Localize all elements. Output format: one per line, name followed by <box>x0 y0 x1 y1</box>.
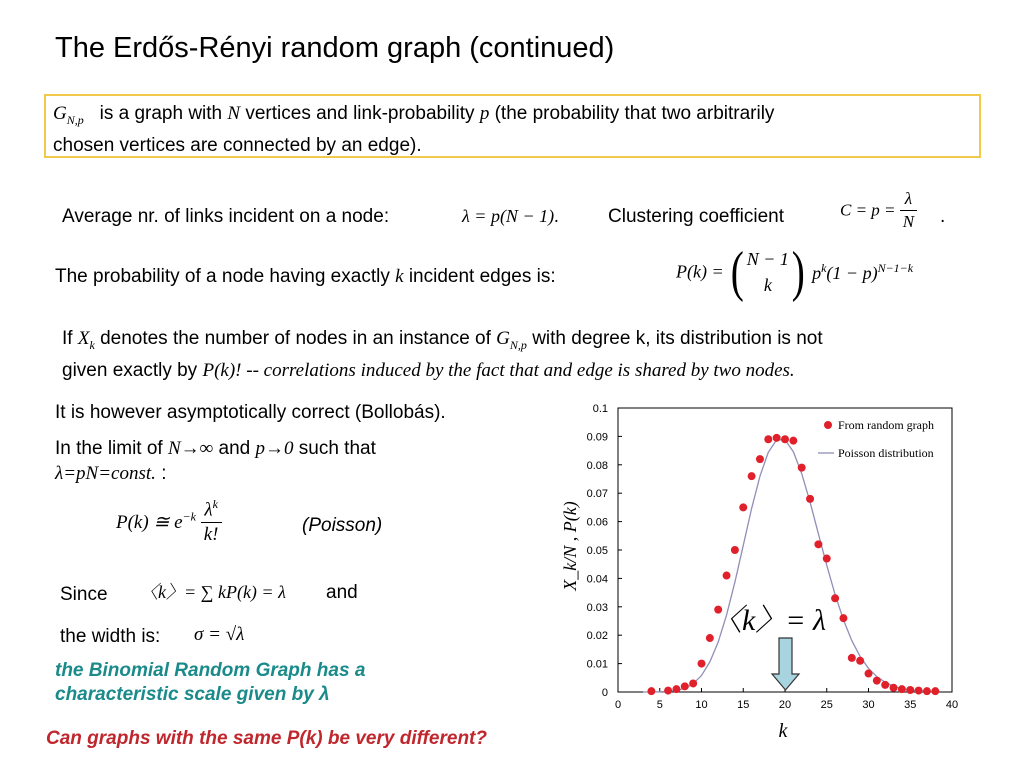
data-point <box>906 686 914 694</box>
x-tick-label: 20 <box>778 699 792 711</box>
clustering-formula: C = p = $\frac{\lambda}{N}$ <box>840 188 917 233</box>
poisson-formula: P(k) ≅ $e^{-k}$ $\frac{\lambda^k}{k!}$ <box>116 492 222 547</box>
x-tick-label: 5 <box>656 699 663 711</box>
y-tick-label: 0.06 <box>586 516 608 529</box>
probability-text: The probability of a node having exactly k incident edges is: <box>55 266 556 287</box>
y-tick-label: 0.04 <box>586 573 608 586</box>
data-point <box>698 660 706 668</box>
data-point <box>806 495 814 503</box>
degree-distribution-chart <box>540 398 1010 748</box>
legend-marker-random <box>824 421 832 429</box>
data-point <box>756 455 764 463</box>
data-point <box>856 657 864 665</box>
conclusion-text: the Binomial Random Graph has a characteristic scale given by λ <box>55 660 366 705</box>
limit-text: In the limit of N→∞ and p→0 such that λ=pN=const. : <box>55 438 376 484</box>
y-tick-label: 0.01 <box>586 658 608 671</box>
data-point <box>865 670 873 678</box>
x-tick-label: 10 <box>695 699 708 711</box>
data-point <box>798 464 806 472</box>
xk-paragraph: If $X_k$ denotes the number of nodes in an instance of $G_{N,p}$ with degree k, its distribution is not given exactly by P(k)! -- correlations induced by the fact that and edge is shared by two nodes. <box>62 328 823 381</box>
x-tick-label: 15 <box>737 699 750 711</box>
asymptotic-text: It is however asymptotically correct (Bollobás). <box>55 402 446 423</box>
data-point <box>731 546 739 554</box>
data-point <box>890 684 898 692</box>
data-point <box>748 472 756 480</box>
since-and: and <box>326 582 358 603</box>
data-point <box>923 687 931 695</box>
y-tick-label: 0 <box>601 687 608 699</box>
data-point <box>873 677 881 685</box>
data-point <box>739 503 747 511</box>
data-point <box>814 540 822 548</box>
y-tick-label: 0.07 <box>586 488 608 501</box>
since-label: Since <box>60 584 108 605</box>
graph-symbol: $G_{N,p}$ <box>53 103 84 127</box>
data-point <box>931 687 939 695</box>
avg-links-label: Average nr. of links incident on a node: <box>62 206 390 227</box>
x-tick-label: 25 <box>820 699 833 711</box>
y-tick-label: 0.08 <box>586 459 608 472</box>
page-title: The Erdős-Rényi random graph (continued) <box>55 32 615 64</box>
data-point <box>689 679 697 687</box>
data-point <box>839 614 847 622</box>
avg-links-formula: λ = p(N − 1). <box>462 206 559 226</box>
y-tick-label: 0.1 <box>592 403 608 415</box>
data-point <box>898 685 906 693</box>
data-point <box>881 681 889 689</box>
y-tick-label: 0.03 <box>586 601 608 614</box>
data-point <box>915 687 923 695</box>
question-text: Can graphs with the same P(k) be very different? <box>46 728 487 749</box>
poisson-label: (Poisson) <box>302 515 383 536</box>
data-point <box>823 555 831 563</box>
y-tick-label: 0.02 <box>586 630 608 643</box>
data-point <box>764 435 772 443</box>
data-point <box>773 434 781 442</box>
clustering-label: Clustering coefficient <box>608 206 785 227</box>
y-axis-label: X_k/N , P(k) <box>560 501 580 591</box>
legend-label-random: From random graph <box>838 418 934 432</box>
data-point <box>664 687 672 695</box>
width-formula: σ = √λ <box>194 624 245 645</box>
down-arrow-icon <box>772 638 799 690</box>
data-point <box>681 682 689 690</box>
data-point <box>723 572 731 580</box>
x-tick-label: 0 <box>614 699 622 711</box>
x-axis-label: k <box>778 720 788 742</box>
clustering-end-dot: . <box>940 206 946 227</box>
width-label: the width is: <box>60 626 161 647</box>
data-point <box>831 594 839 602</box>
x-tick-label: 40 <box>945 699 959 711</box>
mean-annotation: 〈k〉= λ <box>712 604 827 637</box>
data-point <box>781 435 789 443</box>
data-point <box>848 654 856 662</box>
definition-text: $G_{N,p}$ is a graph with N vertices and link-probability p (the probability that two arbitrarily chosen vertices are connected by an edge). <box>53 103 775 156</box>
x-tick-label: 35 <box>904 699 917 711</box>
data-point <box>647 687 655 695</box>
mean-formula: 〈k〉= ∑ kP(k) = λ <box>140 582 286 602</box>
legend-label-poisson: Poisson distribution <box>838 446 934 460</box>
y-tick-label: 0.09 <box>586 431 608 444</box>
binomial-formula: P(k) = ( N − 1 k ) $p^k(1 - p)^{N-1-k}$ <box>676 241 914 303</box>
x-tick-label: 30 <box>862 699 875 711</box>
y-tick-label: 0.05 <box>586 545 608 557</box>
data-point <box>789 437 797 445</box>
data-point <box>672 685 680 693</box>
